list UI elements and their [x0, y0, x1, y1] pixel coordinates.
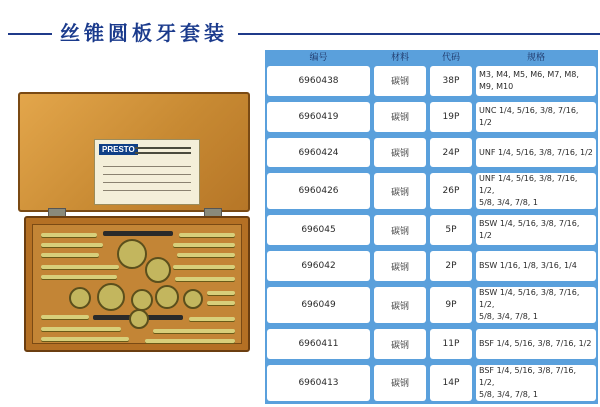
case-base	[24, 216, 250, 352]
cell-material: 碳钢	[374, 66, 426, 96]
cell-material: 碳钢	[374, 102, 426, 132]
die	[117, 239, 147, 269]
tap	[189, 317, 235, 321]
die	[145, 257, 171, 283]
die	[183, 289, 203, 309]
product-photo	[14, 92, 254, 354]
cell-pieces: 5P	[430, 215, 472, 245]
title-rule-right	[238, 33, 600, 35]
title-bar	[0, 0, 600, 44]
spec-table	[265, 50, 598, 404]
cell-code: 6960411	[267, 329, 370, 359]
cell-spec: BSF 1/4, 5/16, 3/8, 7/16, 1/2	[476, 329, 596, 359]
tap	[41, 275, 117, 279]
cell-spec: BSW 1/16, 1/8, 3/16, 1/4	[476, 251, 596, 281]
cell-code: 6960413	[267, 365, 370, 401]
cell-code: 6960419	[267, 102, 370, 132]
cell-pieces: 2P	[430, 251, 472, 281]
die	[97, 283, 125, 311]
cell-pieces: 9P	[430, 287, 472, 323]
tap	[41, 233, 97, 237]
tap	[41, 253, 99, 257]
cell-material: 碳钢	[374, 138, 426, 168]
cell-material: 碳钢	[374, 287, 426, 323]
tap	[153, 329, 235, 333]
cell-spec: UNF 1/4, 5/16, 3/8, 7/16, 1/2	[476, 138, 596, 168]
cell-code: 6960424	[267, 138, 370, 168]
tap-wrench	[103, 231, 173, 236]
cell-spec: BSW 1/4, 5/16, 3/8, 7/16, 1/2, 5/8, 3/4, 7/8, 1	[476, 287, 596, 323]
cell-spec: M3, M4, M5, M6, M7, M8, M9, M10	[476, 66, 596, 96]
tap	[41, 327, 121, 331]
tap	[41, 243, 103, 247]
tap	[41, 337, 129, 341]
cell-material: 碳钢	[374, 173, 426, 209]
cell-pieces: 11P	[430, 329, 472, 359]
die	[69, 287, 91, 309]
die	[131, 289, 153, 311]
col-header-code: 编号	[309, 53, 328, 63]
cell-code: 696042	[267, 251, 370, 281]
title-rule-left	[8, 33, 52, 35]
cell-material: 碳钢	[374, 251, 426, 281]
tap	[207, 301, 235, 305]
die	[155, 285, 179, 309]
col-header-pieces: 代码	[441, 53, 460, 63]
cell-pieces: 26P	[430, 173, 472, 209]
cell-spec: UNF 1/4, 5/16, 3/8, 7/16, 1/2, 5/8, 3/4, 7/8, 1	[476, 173, 596, 209]
cell-material: 碳钢	[374, 365, 426, 401]
cell-material: 碳钢	[374, 215, 426, 245]
cell-code: 6960426	[267, 173, 370, 209]
cell-pieces: 24P	[430, 138, 472, 168]
col-header-spec: 规格	[526, 53, 545, 63]
case-lid	[18, 92, 250, 212]
cell-code: 696045	[267, 215, 370, 245]
cell-spec: BSW 1/4, 5/16, 3/8, 7/16, 1/2	[476, 215, 596, 245]
tap	[173, 243, 235, 247]
die	[129, 309, 149, 329]
cell-material: 碳钢	[374, 329, 426, 359]
case-label	[94, 139, 200, 205]
cell-spec: BSF 1/4, 5/16, 3/8, 7/16, 1/2, 5/8, 3/4, 7/8, 1	[476, 365, 596, 401]
cell-code: 6960438	[267, 66, 370, 96]
cell-pieces: 14P	[430, 365, 472, 401]
cell-spec: UNC 1/4, 5/16, 3/8, 7/16, 1/2	[476, 102, 596, 132]
tap	[207, 291, 235, 295]
tap	[175, 277, 235, 281]
tap	[177, 253, 235, 257]
col-header-material: 材料	[390, 53, 409, 63]
cell-code: 696049	[267, 287, 370, 323]
brand-logo: PRESTO	[99, 144, 138, 155]
tap	[173, 265, 235, 269]
tap	[41, 315, 89, 319]
page-title: 丝锥圆板牙套装	[60, 21, 228, 45]
cell-pieces: 38P	[430, 66, 472, 96]
cell-pieces: 19P	[430, 102, 472, 132]
tap	[179, 233, 235, 237]
tap	[41, 265, 119, 269]
tap	[145, 339, 235, 343]
